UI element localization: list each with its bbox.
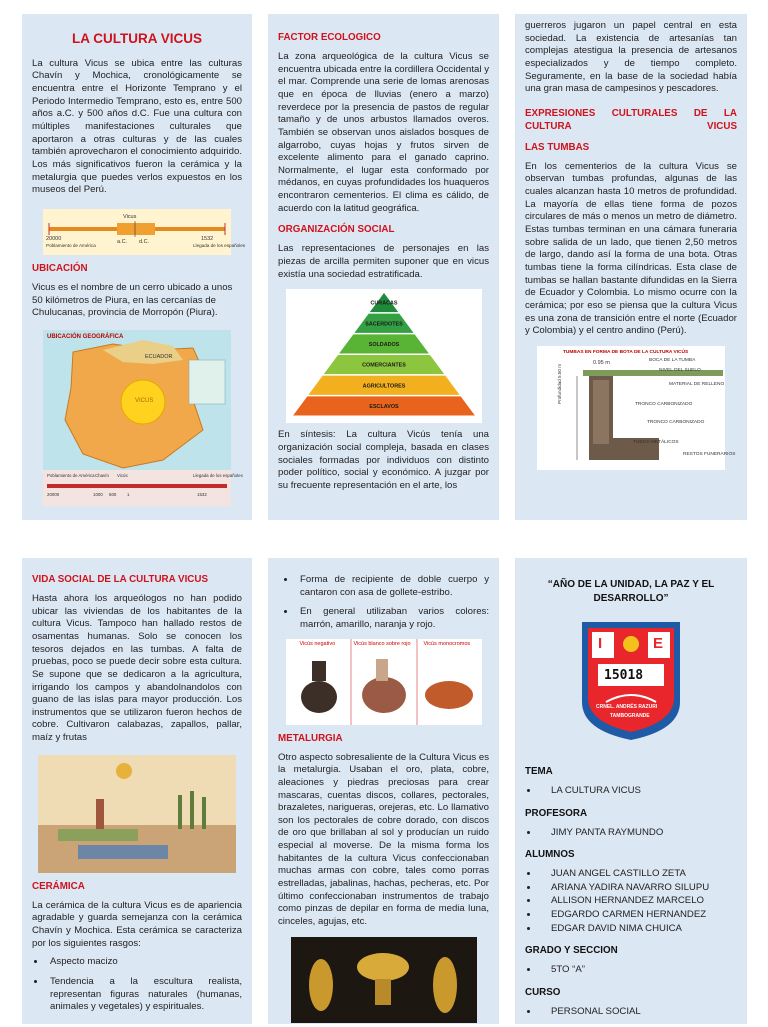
timeline-bc: a.C. (117, 239, 128, 246)
metal-heading: METALURGIA (278, 732, 343, 744)
org-heading: ORGANIZACIÓN SOCIAL (278, 224, 395, 236)
alumno-item: • EDGARDO CARMEN HERNANDEZ (539, 909, 737, 922)
map-region: VICUS (135, 397, 154, 404)
crest-letter-e: E (653, 635, 664, 652)
social-pyramid (286, 289, 482, 423)
page-title: LA CULTURA VICUS (72, 31, 202, 46)
grado-list (539, 964, 737, 977)
tomb-label-relleno: MATERIAL DE RELLENO (669, 381, 725, 387)
tomb-depth: Profundidad 5.50 m (557, 363, 562, 404)
trait-item: • Tendencia a la escultura realista, representan figuras naturales (humanas, animales y vegetales) y espirituales. (46, 976, 242, 1014)
timeline-label: Vicus (123, 214, 137, 221)
pyramid-layer-label: ESCLAVOS (368, 404, 399, 411)
map-year-500: 500 (109, 491, 117, 497)
org-text: Las representaciones de personajes en las piezas de arcilla permiten suponer que en vicus existía una sociedad estratificada. (278, 243, 489, 280)
ceramica-traits-cont (296, 574, 489, 632)
ubicacion-text: Vicus es el nombre de un cerro ubicado a unos 50 kilómetros de Piura, en las cercanías de Chulucanas, provincia de Morropón (Piura). (32, 281, 233, 319)
trait-item: • En general utilizaban varios colores: marrón, amarillo, naranja y rojo. (296, 606, 489, 631)
tomb-label-tronco-2: TRONCO CARBONIZADO (647, 419, 705, 425)
timeline-figure (43, 209, 246, 255)
panel-cover (515, 558, 747, 1024)
map-year-left: 20000 (47, 491, 60, 497)
alumnos-list (539, 868, 737, 935)
ceramica-heading: CERÁMICA (32, 880, 85, 892)
tema-list (539, 785, 737, 798)
profesora-label: PROFESORA (525, 807, 588, 819)
motto-title: “AÑO DE LA UNIDAD, LA PAZ Y EL DESARROLLO” (547, 579, 715, 604)
ceramic-label-negativo: Vicús negativo (299, 640, 336, 647)
crest-name: CRNEL. ANDRÉS RAZURI (596, 704, 658, 710)
tomb-label-restos: RESTOS FUNERARIOS (683, 451, 736, 457)
tema-label: TEMA (525, 766, 553, 777)
timeline-right-year: 1532 (201, 236, 214, 243)
pyramid-graphic (286, 289, 482, 423)
ceramics-graphic (286, 639, 482, 725)
vida-heading: VIDA SOCIAL DE LA CULTURA VICUS (32, 574, 208, 585)
tomb-label-tubos: TUBOS METÁLICOS (633, 439, 679, 445)
grado-value: • 5TO “A” (539, 964, 737, 977)
ceramic-label-blanco: Vicús blanco sobre rojo (353, 640, 411, 647)
panel-intro (22, 14, 252, 520)
alumno-item: • ALLISON HERNANDEZ MARCELO (539, 895, 737, 908)
crest-number: 15018 (604, 668, 644, 683)
gold-graphic (291, 937, 477, 1023)
map-graphic (43, 330, 231, 506)
tomb-label-tronco-1: TRONCO CARBONIZADO (635, 401, 693, 407)
ceramic-label-monocromo: Vicús monocromos (423, 640, 471, 647)
school-crest (576, 618, 686, 742)
trait-item: • Forma de recipiente de doble cuerpo y cantaron con asa de gollete-estribo. (296, 574, 489, 599)
tomb-title: TUMBAS EN FORMA DE BOTA DE LA CULTURA VICÚS (563, 349, 689, 355)
tumbas-heading: LAS TUMBAS (525, 141, 590, 153)
curso-list (539, 1006, 737, 1019)
alumnos-label: ALUMNOS (525, 849, 575, 861)
tema-value: • LA CULTURA VICUS (539, 785, 737, 798)
map-year-right: 1532 (197, 491, 207, 497)
alumno-item: • EDGAR DAVID NIMA CHUICA (539, 923, 737, 936)
gold-artifacts-photo (291, 937, 477, 1023)
tumbas-text: En los cementerios de la cultura Vicus se observan tumbas profundas, algunas de las cuales alcanzan hasta 10 metros de profundidad. La mayoría de ellas tiene forma de pozos circulares de más o menos un metro de diámetro. Estas tumbas terminan en una cámara funeraria sobre salida de un lado, que tienen 2,50 metros de largo, dando así la forma de una bota. Otras tumbas tiene la forma cilíndricas. Esta clase de tumbas se hallan bastante difundidas en la Sierra de Ecuador y Colombia. Lo mismo ocurre con la cerámica; por eso se piensa que la cultura Vicus es una zona de transición entre el norte (Ecuador y Colombia) y el centro andino (Perú). (525, 160, 737, 337)
grado-label: GRADO Y SECCION (525, 945, 618, 957)
profesora-value: • JIMY PANTA RAYMUNDO (539, 827, 737, 840)
timeline-ad: d.C. (139, 239, 150, 246)
location-map (43, 330, 243, 506)
map-year-1000: 1000 (93, 491, 103, 497)
tomb-diagram (537, 346, 736, 470)
alumno-item: • ARIANA YADIRA NAVARRO SILUPU (539, 882, 737, 895)
panel-social-life (22, 558, 252, 1024)
curso-value: • PERSONAL SOCIAL (539, 1006, 737, 1019)
pyramid-layer-label: SACERDOTES (364, 321, 403, 328)
map-year-1: 1 (127, 491, 130, 497)
ceramica-text: La cerámica de la cultura Vicus es de apariencia agradable y guarda semejanza con la cerámica Chavín y Mochica. Esta cerámica se caracteriza por los siguientes rasgos: (32, 899, 242, 949)
trait-item: • Aspecto macizo (46, 956, 242, 969)
pyramid-layer-label: COMERCIANTES (361, 362, 406, 369)
ceramics-photos (286, 639, 482, 725)
map-timeline-chavin: Chavín (95, 472, 109, 478)
timeline-left-year: 20000 (46, 236, 62, 243)
pyramid-layer-label: AGRICULTORES (362, 383, 405, 390)
map-timeline-left: Poblamiento de América (47, 472, 95, 478)
factor-heading: FACTOR ECOLOGICO (278, 32, 381, 43)
vida-text: Hasta ahora los arqueólogos no han podido ubicar las viviendas de los habitantes de la cultura Vicus. Tampoco han hallado restos de osamentas humanas. Solo se conocen los tesoros dejados en las tumbas. A falta de pruebas, poco se puede decir sobre esta cultura. Se supone que se dedicaron a la agricultura, irrigando los campos y abandolnandolos con guano de las islas para mayor producción. Los instrumentos que se utilizaron fueron hechos de cobre. Cultivaron calabazas, zapallos, pallar, maíz y frutas (32, 592, 242, 744)
map-timeline-right: Llegada de los españoles (193, 472, 243, 478)
timeline-left-note: Poblamiento de América (46, 243, 96, 249)
metal-text: Otro aspecto sobresaliente de la Cultura Vicus es la metalurgia. Usaban el oro, plata, cobre, aleaciones y piedras preciosas para crear mascaras, cuentas discos, collares, pectorales, brazaletes, narigueras, orejeras, etc. Lo llamativo son los pectorales de cobre dorado, con discos de oro que brillaban al sol y producían un ruido especial al moverse. De la misma forma los habitantes de la cultura Vicus confeccionaban muchas armas con cobre, tales como porras estrelladas, jabalinas, hachas, pecheras, etc. Por último confeccionaban instrumentos de trabajo como pinzas de depilar en forma de media luna, cinceles, agujas, etc. (278, 751, 489, 928)
pyramid-layer-label: CURACAS (370, 300, 397, 307)
map-country: ECUADOR (145, 353, 173, 360)
map-title: UBICACIÓN GEOGRÁFICA (47, 333, 124, 340)
timeline-right-note: Llegada de los españoles (193, 243, 246, 249)
tomb-label-nivel: NIVEL DEL SUELO (659, 367, 701, 373)
crest-place: TAMBOGRANDE (610, 713, 650, 719)
map-timeline-vicus: Vicús (117, 472, 128, 478)
profesora-list (539, 827, 737, 840)
intro-text: La cultura Vicus se ubica entre las culturas Chavín y Mochica, cronológicamente se encuentra entre el Horizonte Temprano y el Periodo Intermedio Temprano, esto es, entre 500 años a.C. y 500 años d.C. Fue una cultura con múltiples manifestaciones culturales que aportaron a otras culturas y de las cuales también aprovecharon el conocimiento adquirido. Los más significativos fueron la cerámica y la metalurgia que puedes verlos expuestos en los museos del Perú. (32, 57, 242, 196)
panel-metallurgy (268, 558, 499, 1024)
continued-text: guerreros jugaron un papel central en esta sociedad. La existencia de artesanías tan complejas atestigua la presencia de artesanos especializados y de tiempo completo. Seguramente, en la base de la sociedad había una gran masa de campesinos y pescadores. (525, 20, 737, 95)
panel-expressions (515, 14, 747, 520)
factor-text: La zona arqueológica de la cultura Vicus se encuentra ubicada entre la cordillera Occidental y el mar. Comprende una serie de lomas arenosas que en época de lluvias (enero a marzo) reverdece por la presencia de pastos de regular tamaño y de unos arbustos llamados overos. También se observan unos aislados bosques de algarrobo, cuyas hojas y frutos sirven de excelente alimento para el ganado caprino. Normalmente, el lugar esta conformado por médanos, en cuyas profundidades los huaqueros encontraron cementerios. El clima es cálido, de acuerdo con la latitud geográfica. (278, 50, 489, 214)
pyramid-layer-label: SOLDADOS (368, 342, 399, 349)
curso-label: CURSO (525, 986, 561, 998)
alumno-item: • JUAN ANGEL CASTILLO ZETA (539, 868, 737, 881)
sintesis-text: En síntesis: La cultura Vicús tenía una organización social compleja, basada en clases sociales formadas por individuos con distinto poder político, social y económico. A juzgar por su frecuente representación en el arte, los (278, 429, 489, 491)
tomb-width: 0.95 m (593, 359, 610, 366)
crest-letter-i: I (598, 635, 603, 652)
tomb-label-boca: BOCA DE LA TUMBA (649, 357, 696, 363)
ceramica-traits (46, 956, 242, 1014)
expressions-heading: EXPRESIONES CULTURALES DE LA CULTURA VICUS (525, 107, 737, 132)
agriculture-illustration (38, 755, 236, 873)
agriculture-graphic (38, 755, 236, 873)
ubicacion-heading: UBICACIÓN (32, 263, 88, 275)
panel-ecology-society (268, 14, 499, 520)
